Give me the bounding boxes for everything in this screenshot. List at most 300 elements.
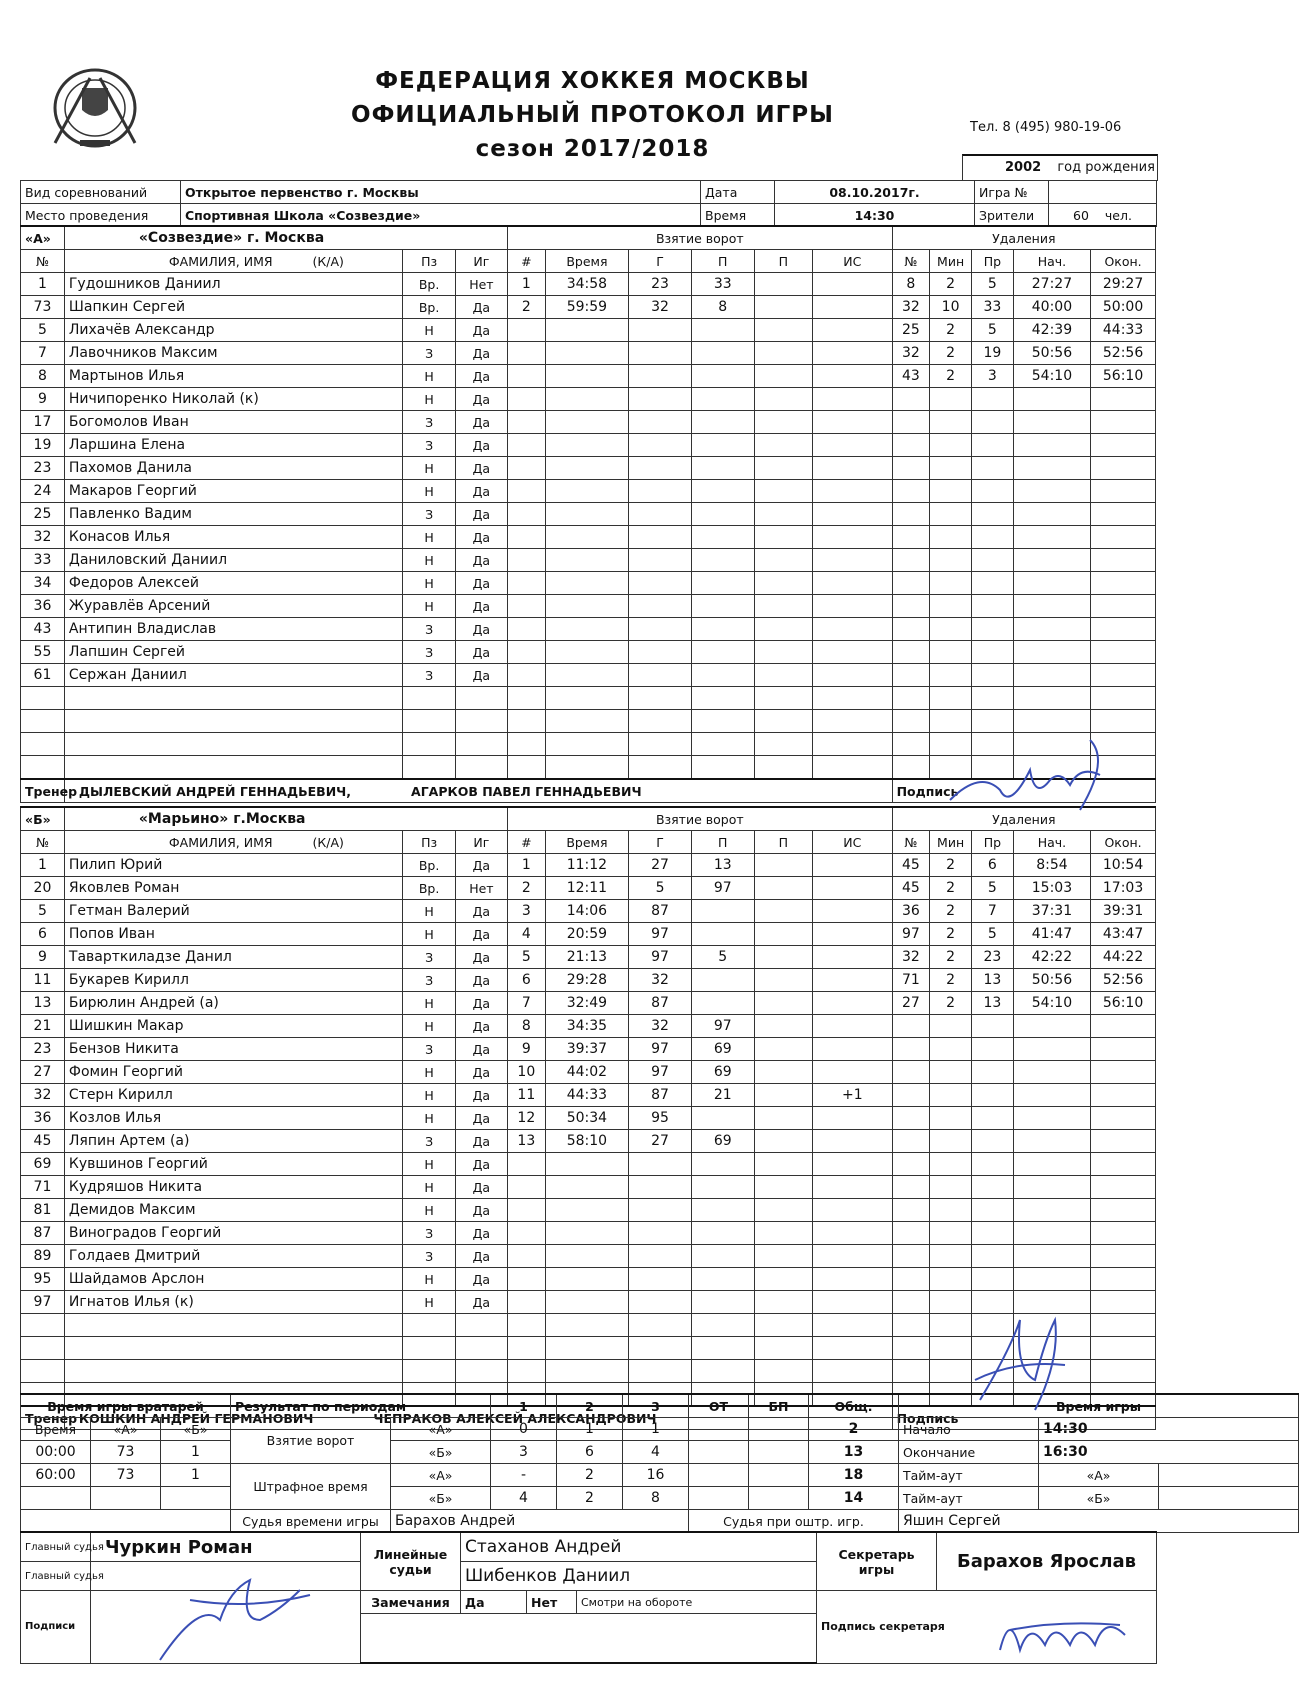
- empty-cell: [813, 1337, 892, 1360]
- empty-cell: [545, 434, 629, 457]
- goal-cell: 5: [508, 946, 546, 969]
- goal-cell: 69: [691, 1061, 754, 1084]
- player-position: Н: [403, 595, 455, 618]
- goals-title: Взятие ворот: [508, 226, 893, 250]
- period-value: [689, 1464, 749, 1487]
- empty-cell: [1013, 618, 1090, 641]
- empty-cell: [1091, 1015, 1156, 1038]
- empty-cell: [1091, 1107, 1156, 1130]
- empty-cell: [1091, 641, 1156, 664]
- player-played: Да: [455, 319, 507, 342]
- goal-cell: [691, 923, 754, 946]
- meta-table: [20, 180, 1157, 227]
- penalty-cell: 13: [971, 969, 1013, 992]
- goal-cell: 97: [691, 877, 754, 900]
- empty-cell: [91, 1487, 161, 1510]
- gk-head: «А»: [91, 1418, 161, 1441]
- goal-cell: [813, 946, 892, 969]
- empty-cell: [64, 756, 403, 780]
- empty-cell: [892, 1222, 930, 1245]
- col-pr: Пр: [971, 250, 1013, 273]
- empty-cell: [754, 1153, 813, 1176]
- empty-cell: [754, 1245, 813, 1268]
- spectators-label: Зрители: [975, 204, 1049, 227]
- empty-cell: [754, 319, 813, 342]
- empty-cell: [545, 687, 629, 710]
- empty-cell: [1013, 687, 1090, 710]
- penalty-cell: 42:22: [1013, 946, 1090, 969]
- period-head: 1: [491, 1394, 557, 1418]
- table-row: [21, 1130, 1156, 1153]
- empty-cell: [1091, 733, 1156, 756]
- empty-cell: [545, 595, 629, 618]
- gk-head: Время: [21, 1418, 91, 1441]
- empty-cell: [691, 1314, 754, 1337]
- goal-cell: 97: [691, 1015, 754, 1038]
- empty-cell: [691, 434, 754, 457]
- empty-cell: [1159, 1487, 1299, 1510]
- main-ref-label: Главный судья: [21, 1532, 91, 1562]
- empty-cell: [1091, 710, 1156, 733]
- empty-cell: [508, 319, 546, 342]
- empty-cell: [403, 687, 455, 710]
- col-name: [64, 250, 403, 273]
- empty-cell: [930, 733, 972, 756]
- col-end: Окон.: [1091, 250, 1156, 273]
- goal-cell: [691, 1107, 754, 1130]
- player-name: Попов Иван: [64, 923, 403, 946]
- empty-cell: [971, 687, 1013, 710]
- player-number: 6: [21, 923, 65, 946]
- empty-cell: [629, 618, 692, 641]
- signature-area: [91, 1591, 361, 1664]
- table-row: [21, 710, 1156, 733]
- empty-cell: [508, 733, 546, 756]
- empty-cell: [545, 1314, 629, 1337]
- coach-1: КОШКИН АНДРЕЙ ГЕРМАНОВИЧ: [78, 1410, 314, 1426]
- penalty-cell: 2: [930, 342, 972, 365]
- empty-cell: [930, 664, 972, 687]
- secretary-label: Секретарь игры: [817, 1532, 937, 1591]
- player-number: 89: [21, 1245, 65, 1268]
- goal-cell: 21: [691, 1084, 754, 1107]
- period-value: 6: [557, 1441, 623, 1464]
- player-number: 97: [21, 1291, 65, 1314]
- goal-cell: 21:13: [545, 946, 629, 969]
- empty-cell: [892, 526, 930, 549]
- empty-cell: [1091, 1245, 1156, 1268]
- empty-cell: [930, 1084, 972, 1107]
- empty-cell: [754, 411, 813, 434]
- goal-cell: [754, 900, 813, 923]
- player-played: Нет: [455, 877, 507, 900]
- penalty-cell: 25: [892, 319, 930, 342]
- team-ref: «Б»: [391, 1441, 491, 1464]
- officials-table: [20, 1531, 1157, 1664]
- empty-cell: [21, 710, 65, 733]
- period-head: 3: [623, 1394, 689, 1418]
- goal-cell: [754, 946, 813, 969]
- empty-cell: [1091, 756, 1156, 780]
- table-row: [21, 1337, 1156, 1360]
- goal-cell: 34:58: [545, 273, 629, 296]
- player-position: З: [403, 411, 455, 434]
- empty-cell: [754, 1222, 813, 1245]
- empty-cell: [754, 1360, 813, 1383]
- empty-cell: [629, 641, 692, 664]
- timekeeper: Барахов Андрей: [391, 1510, 689, 1533]
- goal-cell: [754, 854, 813, 877]
- period-value: 8: [623, 1487, 689, 1510]
- empty-cell: [361, 1614, 817, 1664]
- sign-label: Подпись: [892, 779, 1155, 803]
- player-number: 43: [21, 618, 65, 641]
- empty-cell: [754, 549, 813, 572]
- goal-cell: 5: [629, 877, 692, 900]
- player-number: 27: [21, 1061, 65, 1084]
- player-position: Н: [403, 480, 455, 503]
- empty-cell: [930, 549, 972, 572]
- header-line2: ОФИЦИАЛЬНЫЙ ПРОТОКОЛ ИГРЫ: [351, 102, 834, 128]
- goal-cell: 11:12: [545, 854, 629, 877]
- summary-table: [20, 1393, 1299, 1533]
- penalty-cell: 40:00: [1013, 296, 1090, 319]
- empty-cell: [545, 710, 629, 733]
- empty-cell: [629, 572, 692, 595]
- period-value: 1: [623, 1418, 689, 1441]
- spectators-unit: чел.: [1104, 207, 1132, 223]
- penalty-cell: 5: [971, 273, 1013, 296]
- empty-cell: [545, 1245, 629, 1268]
- empty-cell: [508, 1199, 546, 1222]
- empty-cell: [403, 733, 455, 756]
- summary-label: Штрафное время: [231, 1464, 391, 1510]
- empty-cell: [971, 434, 1013, 457]
- col-ka-label: (К/А): [312, 253, 344, 269]
- empty-cell: [1013, 1084, 1090, 1107]
- penalty-cell: 2: [930, 854, 972, 877]
- empty-cell: [971, 457, 1013, 480]
- empty-cell: [1013, 526, 1090, 549]
- coach-label: Тренер: [21, 779, 65, 803]
- player-name: Конасов Илья: [64, 526, 403, 549]
- empty-cell: [691, 595, 754, 618]
- player-played: Нет: [455, 273, 507, 296]
- player-number: 1: [21, 273, 65, 296]
- empty-cell: [892, 434, 930, 457]
- goal-cell: 32: [629, 969, 692, 992]
- col-pos: Пз: [403, 250, 455, 273]
- remarks-no: Нет: [527, 1591, 577, 1614]
- empty-cell: [545, 1153, 629, 1176]
- empty-cell: [754, 756, 813, 780]
- goal-cell: 10: [508, 1061, 546, 1084]
- period-value: [749, 1487, 809, 1510]
- timekeeper-label: Судья времени игры: [231, 1510, 391, 1533]
- player-position: Вр.: [403, 877, 455, 900]
- empty-cell: [754, 1268, 813, 1291]
- empty-cell: [1091, 664, 1156, 687]
- player-name: Даниловский Даниил: [64, 549, 403, 572]
- empty-cell: [1091, 480, 1156, 503]
- player-number: 19: [21, 434, 65, 457]
- empty-cell: [971, 572, 1013, 595]
- player-played: Да: [455, 549, 507, 572]
- empty-cell: [691, 503, 754, 526]
- empty-cell: [971, 1084, 1013, 1107]
- table-row: [21, 664, 1156, 687]
- empty-cell: [971, 1314, 1013, 1337]
- empty-cell: [1091, 618, 1156, 641]
- empty-cell: [691, 319, 754, 342]
- player-position: Н: [403, 457, 455, 480]
- empty-cell: [545, 1222, 629, 1245]
- empty-cell: [930, 1314, 972, 1337]
- empty-cell: [691, 1360, 754, 1383]
- table-row: [21, 1084, 1156, 1107]
- penalty-cell: 54:10: [1013, 365, 1090, 388]
- empty-cell: [813, 641, 892, 664]
- linesmen-label: Линейные судьи: [361, 1532, 461, 1591]
- player-number: 11: [21, 969, 65, 992]
- player-number: 36: [21, 595, 65, 618]
- empty-cell: [1013, 641, 1090, 664]
- player-position: Н: [403, 1268, 455, 1291]
- goal-cell: [813, 877, 892, 900]
- player-position: З: [403, 342, 455, 365]
- coach-1: ДЫЛЕВСКИЙ АНДРЕЙ ГЕННАДЬЕВИЧ,: [78, 783, 352, 799]
- empty-cell: [892, 572, 930, 595]
- empty-cell: [971, 1337, 1013, 1360]
- goal-cell: 8: [691, 296, 754, 319]
- goal-cell: 4: [508, 923, 546, 946]
- player-name: Яковлев Роман: [64, 877, 403, 900]
- player-played: Да: [455, 457, 507, 480]
- empty-cell: [971, 1038, 1013, 1061]
- goal-cell: 5: [691, 946, 754, 969]
- player-position: Н: [403, 1176, 455, 1199]
- table-row: [21, 1268, 1156, 1291]
- empty-cell: [64, 733, 403, 756]
- table-row: [21, 526, 1156, 549]
- goal-cell: 12: [508, 1107, 546, 1130]
- player-played: Да: [455, 296, 507, 319]
- goal-cell: 44:33: [545, 1084, 629, 1107]
- goal-cell: 97: [629, 946, 692, 969]
- empty-cell: [813, 710, 892, 733]
- empty-cell: [455, 687, 507, 710]
- empty-cell: [892, 1360, 930, 1383]
- empty-cell: [691, 641, 754, 664]
- player-played: Да: [455, 365, 507, 388]
- player-played: Да: [455, 1245, 507, 1268]
- empty-cell: [813, 618, 892, 641]
- period-value: [689, 1418, 749, 1441]
- empty-cell: [892, 756, 930, 780]
- col-pos: Пз: [403, 831, 455, 854]
- empty-cell: [1013, 549, 1090, 572]
- period-value: 13: [809, 1441, 899, 1464]
- player-position: Вр.: [403, 296, 455, 319]
- goal-cell: [813, 854, 892, 877]
- empty-cell: [545, 411, 629, 434]
- penalty-cell: 10:54: [1091, 854, 1156, 877]
- player-name: Павленко Вадим: [64, 503, 403, 526]
- goal-cell: 33: [691, 273, 754, 296]
- table-row: [21, 687, 1156, 710]
- player-number: 8: [21, 365, 65, 388]
- empty-cell: [21, 733, 65, 756]
- player-position: З: [403, 664, 455, 687]
- empty-cell: [971, 1268, 1013, 1291]
- empty-cell: [754, 388, 813, 411]
- empty-cell: [813, 549, 892, 572]
- empty-cell: [21, 1510, 231, 1533]
- goal-cell: [813, 900, 892, 923]
- empty-cell: [971, 480, 1013, 503]
- empty-cell: [930, 1176, 972, 1199]
- empty-cell: [691, 388, 754, 411]
- player-position: Н: [403, 365, 455, 388]
- penalty-cell: 27: [892, 992, 930, 1015]
- player-name: Федоров Алексей: [64, 572, 403, 595]
- empty-cell: [1091, 1084, 1156, 1107]
- player-number: 17: [21, 411, 65, 434]
- empty-cell: [892, 1084, 930, 1107]
- empty-cell: [1013, 1291, 1090, 1314]
- empty-cell: [691, 687, 754, 710]
- empty-cell: [508, 503, 546, 526]
- empty-cell: [813, 595, 892, 618]
- empty-cell: [691, 664, 754, 687]
- player-number: 95: [21, 1268, 65, 1291]
- empty-cell: [892, 1061, 930, 1084]
- player-number: 87: [21, 1222, 65, 1245]
- phone: Тел. 8 (495) 980-19-06: [970, 120, 1122, 135]
- goal-cell: 13: [508, 1130, 546, 1153]
- empty-cell: [930, 1245, 972, 1268]
- col-pr: Пр: [971, 831, 1013, 854]
- birth-year: 2002: [1005, 160, 1042, 175]
- player-position: З: [403, 434, 455, 457]
- empty-cell: [930, 526, 972, 549]
- empty-cell: [508, 664, 546, 687]
- empty-cell: [754, 526, 813, 549]
- player-played: Да: [455, 480, 507, 503]
- empty-cell: [892, 641, 930, 664]
- empty-cell: [403, 756, 455, 780]
- empty-cell: [508, 411, 546, 434]
- empty-cell: [545, 572, 629, 595]
- player-name: Лихачёв Александр: [64, 319, 403, 342]
- goal-cell: 13: [691, 854, 754, 877]
- col-goal_no: #: [508, 250, 546, 273]
- goal-cell: [691, 969, 754, 992]
- empty-cell: [971, 664, 1013, 687]
- table-row: [21, 1061, 1156, 1084]
- goal-cell: 87: [629, 900, 692, 923]
- empty-cell: [629, 710, 692, 733]
- goals-title: Взятие ворот: [508, 807, 893, 831]
- table-row: [21, 1222, 1156, 1245]
- empty-cell: [892, 457, 930, 480]
- empty-cell: [754, 641, 813, 664]
- header-line1: ФЕДЕРАЦИЯ ХОККЕЯ МОСКВЫ: [375, 68, 810, 94]
- penalty-cell: 33: [971, 296, 1013, 319]
- team-name: «Созвездие» г. Москва: [138, 230, 325, 246]
- player-name: Шапкин Сергей: [64, 296, 403, 319]
- penalty-cell: 56:10: [1091, 992, 1156, 1015]
- player-name: Кувшинов Георгий: [64, 1153, 403, 1176]
- player-number: 61: [21, 664, 65, 687]
- penalty-cell: 50:56: [1013, 342, 1090, 365]
- empty-cell: [971, 1107, 1013, 1130]
- empty-cell: [1013, 1176, 1090, 1199]
- empty-cell: [930, 411, 972, 434]
- penalty-cell: 3: [971, 365, 1013, 388]
- period-value: 4: [623, 1441, 689, 1464]
- goal-cell: 97: [629, 1061, 692, 1084]
- empty-cell: [691, 572, 754, 595]
- empty-cell: [545, 457, 629, 480]
- empty-cell: [691, 1245, 754, 1268]
- empty-cell: [691, 1268, 754, 1291]
- table-row: [21, 1245, 1156, 1268]
- player-number: 71: [21, 1176, 65, 1199]
- empty-cell: [691, 1291, 754, 1314]
- empty-cell: [508, 1222, 546, 1245]
- empty-cell: [892, 710, 930, 733]
- empty-cell: [1159, 1464, 1299, 1487]
- empty-cell: [545, 1360, 629, 1383]
- player-number: 5: [21, 319, 65, 342]
- penalty-cell: 43:47: [1091, 923, 1156, 946]
- empty-cell: [629, 342, 692, 365]
- col-p1: П: [691, 831, 754, 854]
- timeout-team: «Б»: [1039, 1487, 1159, 1510]
- empty-cell: [930, 710, 972, 733]
- timeout-label: Тайм-аут: [899, 1487, 1039, 1510]
- col-goal_no: #: [508, 831, 546, 854]
- table-row: [21, 1360, 1156, 1383]
- player-position: Н: [403, 1291, 455, 1314]
- player-played: Да: [455, 1291, 507, 1314]
- goal-cell: [754, 1084, 813, 1107]
- penalty-cell: 44:22: [1091, 946, 1156, 969]
- empty-cell: [892, 388, 930, 411]
- empty-cell: [629, 664, 692, 687]
- player-number: 20: [21, 877, 65, 900]
- goal-cell: [813, 273, 892, 296]
- goal-cell: +1: [813, 1084, 892, 1107]
- team-ref: «А»: [391, 1464, 491, 1487]
- game-time-value: 14:30: [1039, 1418, 1299, 1441]
- player-played: Да: [455, 900, 507, 923]
- empty-cell: [930, 1222, 972, 1245]
- empty-cell: [971, 641, 1013, 664]
- penalty-cell: 36: [892, 900, 930, 923]
- empty-cell: [1091, 549, 1156, 572]
- empty-cell: [629, 434, 692, 457]
- goal-cell: 32: [629, 296, 692, 319]
- empty-cell: [21, 756, 65, 780]
- penalty-judge: Яшин Сергей: [899, 1510, 1299, 1533]
- player-played: Да: [455, 503, 507, 526]
- empty-cell: [629, 1222, 692, 1245]
- player-number: 23: [21, 457, 65, 480]
- empty-cell: [691, 733, 754, 756]
- empty-cell: [754, 687, 813, 710]
